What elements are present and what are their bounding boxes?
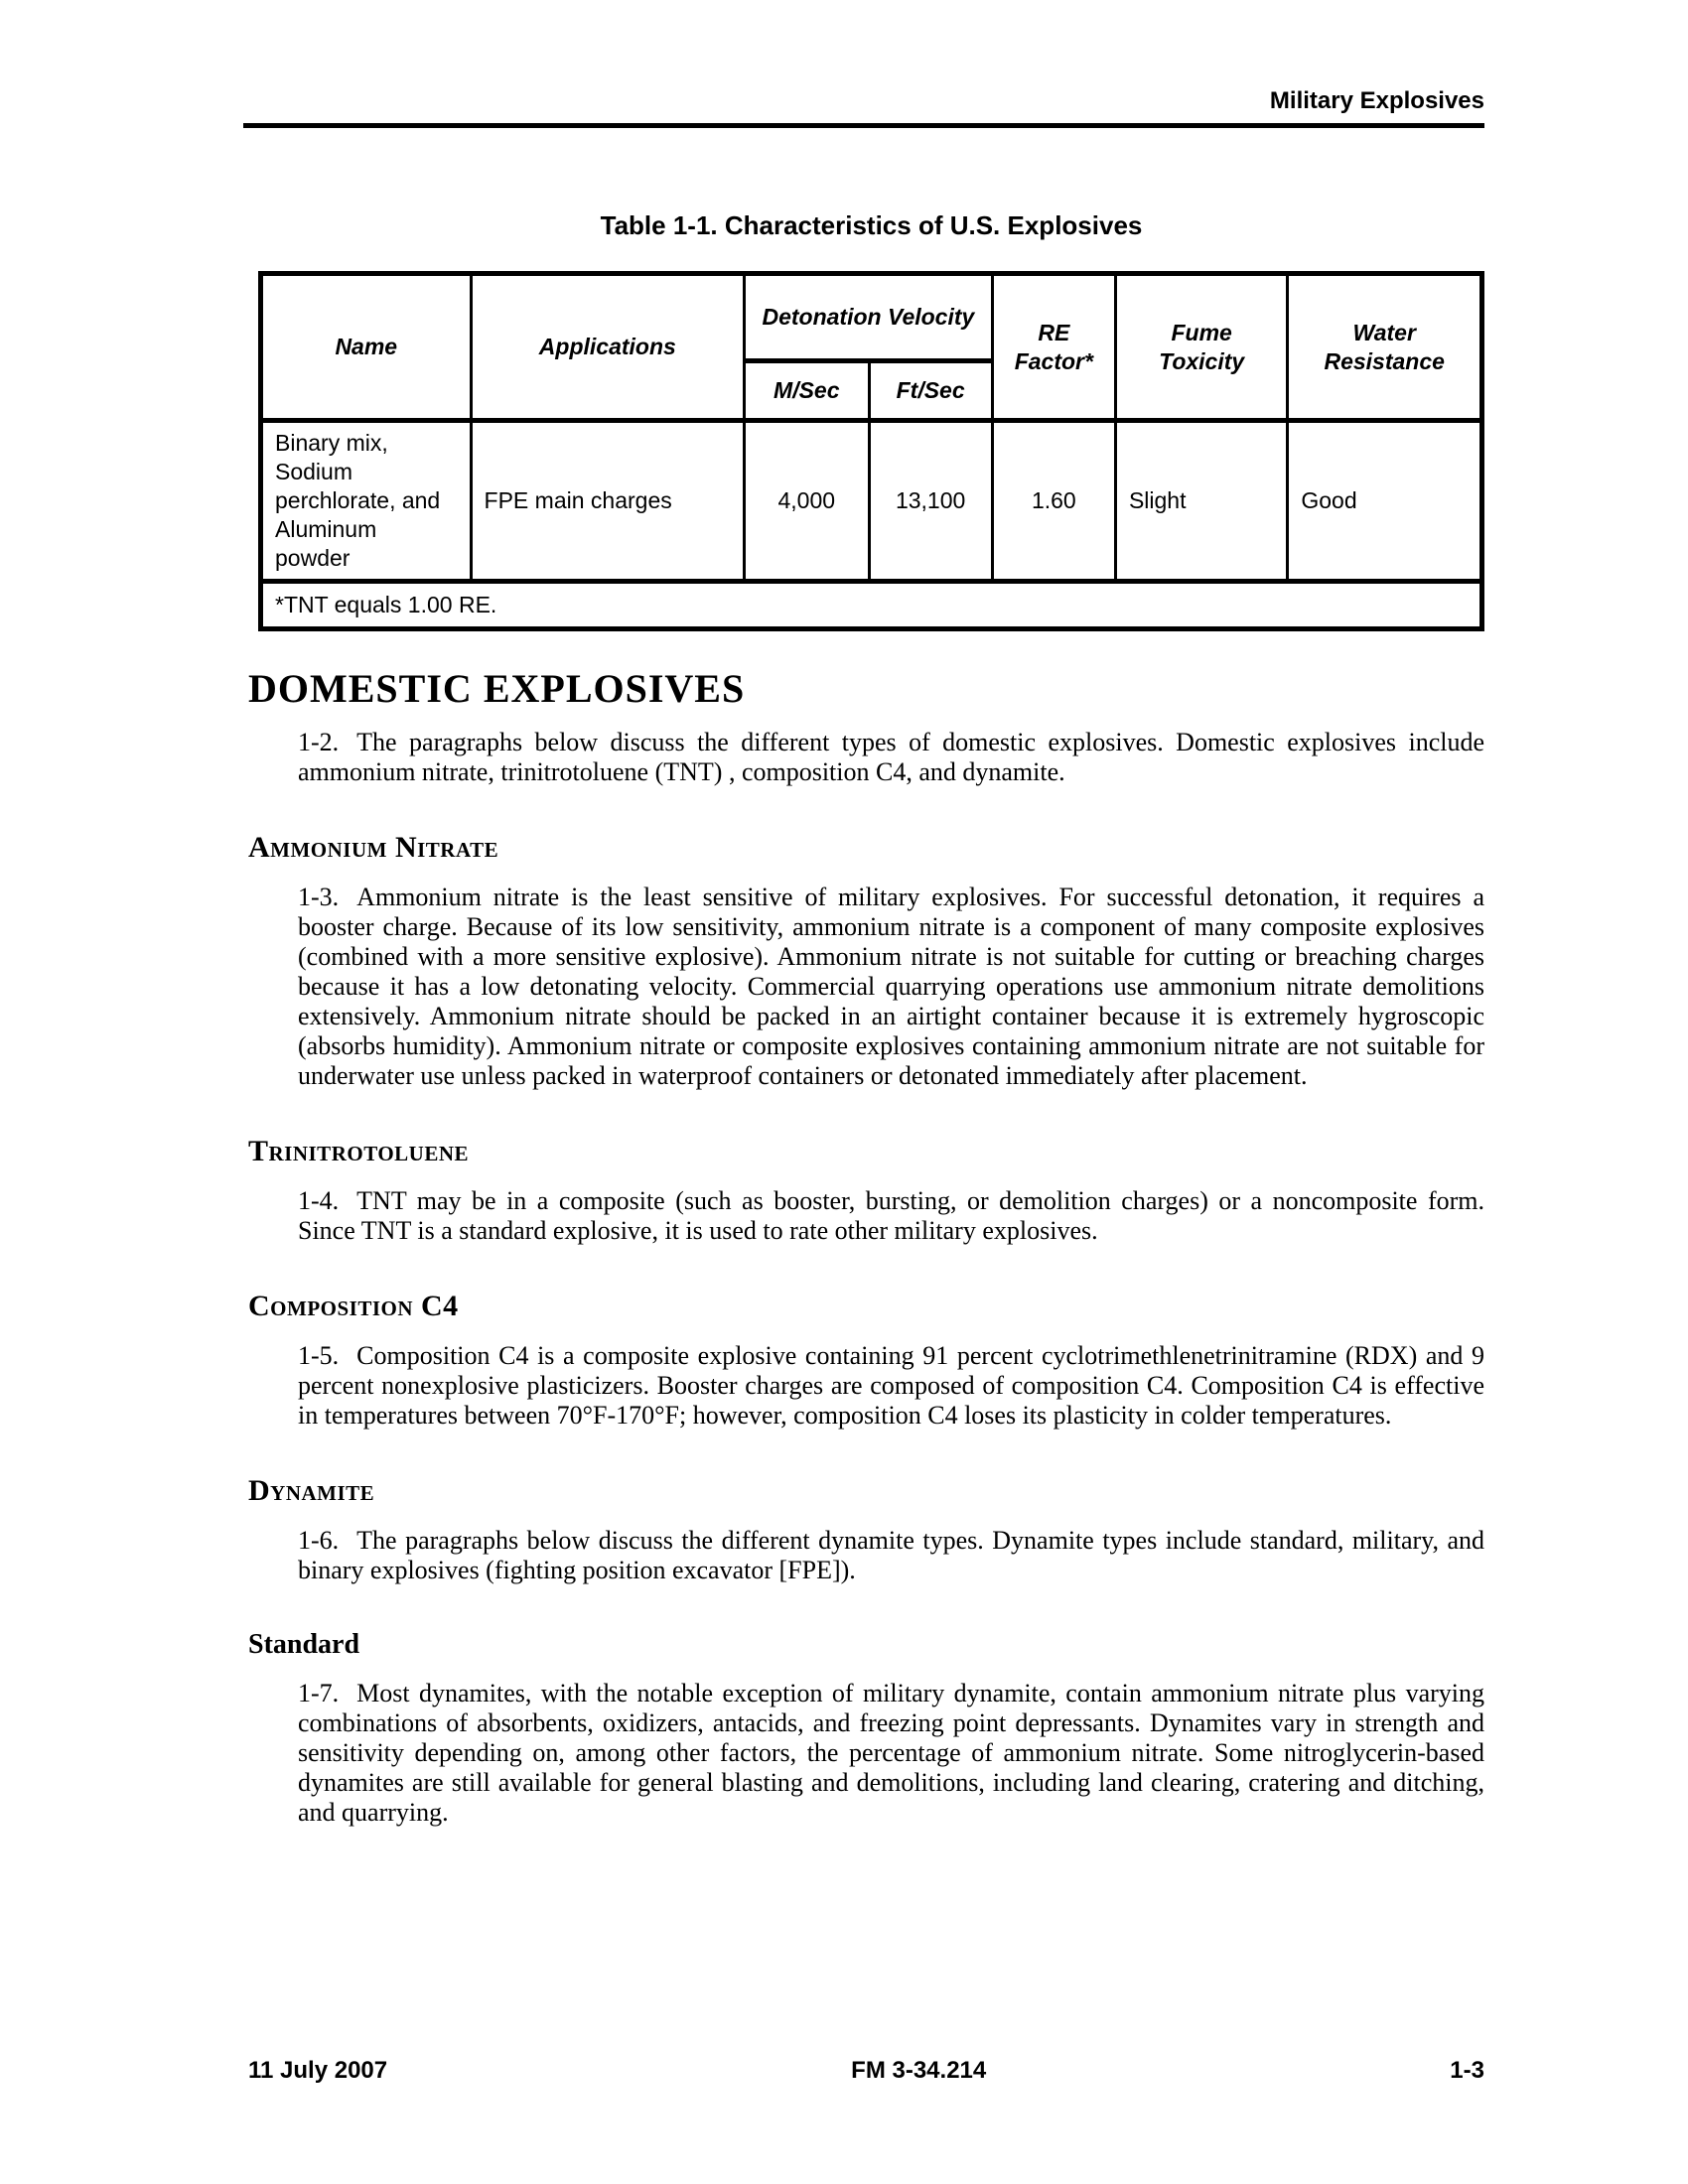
section-heading-composition-c4: Composition C4 xyxy=(248,1290,459,1322)
paragraph-text: Most dynamites, with the notable exception of military dynamite, contain ammonium nitrate plus varying combinations of absorbents, oxidizers, antacids, and freezing point depressants. Dynamites vary in strength and sensitivity depending on, among other factors, the percentage of ammonium nitrate. Some nitroglycerin-based dynamites are still available for general blasting and demolitions, including land clearing, cratering and ditching, and quarrying. xyxy=(298,1679,1484,1827)
table-title: Table 1-1. Characteristics of U.S. Explosives xyxy=(600,210,1143,240)
paragraph-1-7 xyxy=(298,1679,1484,1828)
table-footnote: *TNT equals 1.00 RE. xyxy=(275,592,497,617)
col-header-msec: M/Sec xyxy=(745,361,869,421)
cell-ftsec: 13,100 xyxy=(869,421,992,582)
section-heading-domestic-explosives: DOMESTIC EXPLOSIVES xyxy=(248,666,746,711)
cell-fume-toxicity: Slight xyxy=(1115,421,1287,582)
col-header-fume-toxicity: Fume Toxicity xyxy=(1115,274,1287,421)
paragraph-text: TNT may be in a composite (such as booster, bursting, or demolition charges) or a noncomposite form. Since TNT is a standard explosive, it is used to rate other military explosives. xyxy=(298,1186,1484,1245)
table-footnote-row xyxy=(261,582,1482,629)
cell-water-resistance: Good xyxy=(1288,421,1482,582)
col-header-detonation-velocity: Detonation Velocity xyxy=(745,274,993,361)
paragraph-1-4 xyxy=(298,1186,1484,1246)
cell-re-factor: 1.60 xyxy=(992,421,1115,582)
paragraph-number: 1-2. xyxy=(298,728,340,756)
paragraph-number: 1-7. xyxy=(298,1679,340,1707)
table-header-row xyxy=(261,274,1482,361)
col-header-re-factor: RE Factor* xyxy=(992,274,1115,421)
section-heading-trinitrotoluene: Trinitrotoluene xyxy=(248,1135,470,1167)
paragraph-1-6 xyxy=(298,1526,1484,1585)
page-footer xyxy=(248,2057,1484,2085)
table-row xyxy=(261,421,1482,582)
cell-name: Binary mix, Sodium perchlorate, and Aluminum powder xyxy=(261,421,472,582)
section-heading-dynamite: Dynamite xyxy=(248,1474,375,1507)
paragraph-1-3 xyxy=(298,883,1484,1091)
col-header-applications: Applications xyxy=(471,274,745,421)
footer-doc-number: FM 3-34.214 xyxy=(851,2057,987,2084)
footer-page-number: 1-3 xyxy=(1450,2057,1484,2084)
cell-applications: FPE main charges xyxy=(471,421,745,582)
paragraph-1-2 xyxy=(298,728,1484,787)
section-heading-standard: Standard xyxy=(248,1629,360,1660)
paragraph-number: 1-3. xyxy=(298,883,340,911)
characteristics-table xyxy=(258,271,1484,631)
paragraph-text: Composition C4 is a composite explosive containing 91 percent cyclotrimethlenetrinitramine (RDX) and 9 percent nonexplosive plasticizers. Booster charges are composed of composition C4. Composition C4 is effective in temperatures between 70°F-170°F; however, composition C4 loses its plasticity in colder temperatures. xyxy=(298,1341,1484,1430)
paragraph-1-5 xyxy=(298,1341,1484,1431)
paragraph-text: The paragraphs below discuss the different dynamite types. Dynamite types include standard, military, and binary explosives (fighting position excavator [FPE]). xyxy=(298,1526,1484,1584)
paragraph-number: 1-6. xyxy=(298,1526,340,1555)
paragraph-text: Ammonium nitrate is the least sensitive of military explosives. For successful detonation, it requires a booster charge. Because of its low sensitivity, ammonium nitrate is a component of many composite explosives (combined with a more sensitive explosive). Ammonium nitrate is not suitable for cutting or breaching charges because it has a low detonating velocity. Commercial quarrying operations use ammonium nitrate demolitions extensively. Ammonium nitrate should be packed in an airtight container because it is extremely hygroscopic (absorbs humidity). Ammonium nitrate or composite explosives containing ammonium nitrate are not suitable for underwater use unless packed in waterproof containers or detonated immediately after placement. xyxy=(298,883,1484,1090)
paragraph-number: 1-5. xyxy=(298,1341,340,1370)
footer-date: 11 July 2007 xyxy=(248,2057,388,2084)
section-heading-ammonium-nitrate: Ammonium Nitrate xyxy=(248,831,499,864)
running-header-title: Military Explosives xyxy=(1269,87,1484,114)
col-header-ftsec: Ft/Sec xyxy=(869,361,992,421)
paragraph-number: 1-4. xyxy=(298,1186,340,1215)
paragraph-text: The paragraphs below discuss the different types of domestic explosives. Domestic explosives include ammonium nitrate, trinitrotoluene (TNT) , composition C4, and dynamite. xyxy=(298,728,1484,786)
col-header-name: Name xyxy=(261,274,472,421)
cell-msec: 4,000 xyxy=(745,421,869,582)
col-header-water-resistance: Water Resistance xyxy=(1288,274,1482,421)
